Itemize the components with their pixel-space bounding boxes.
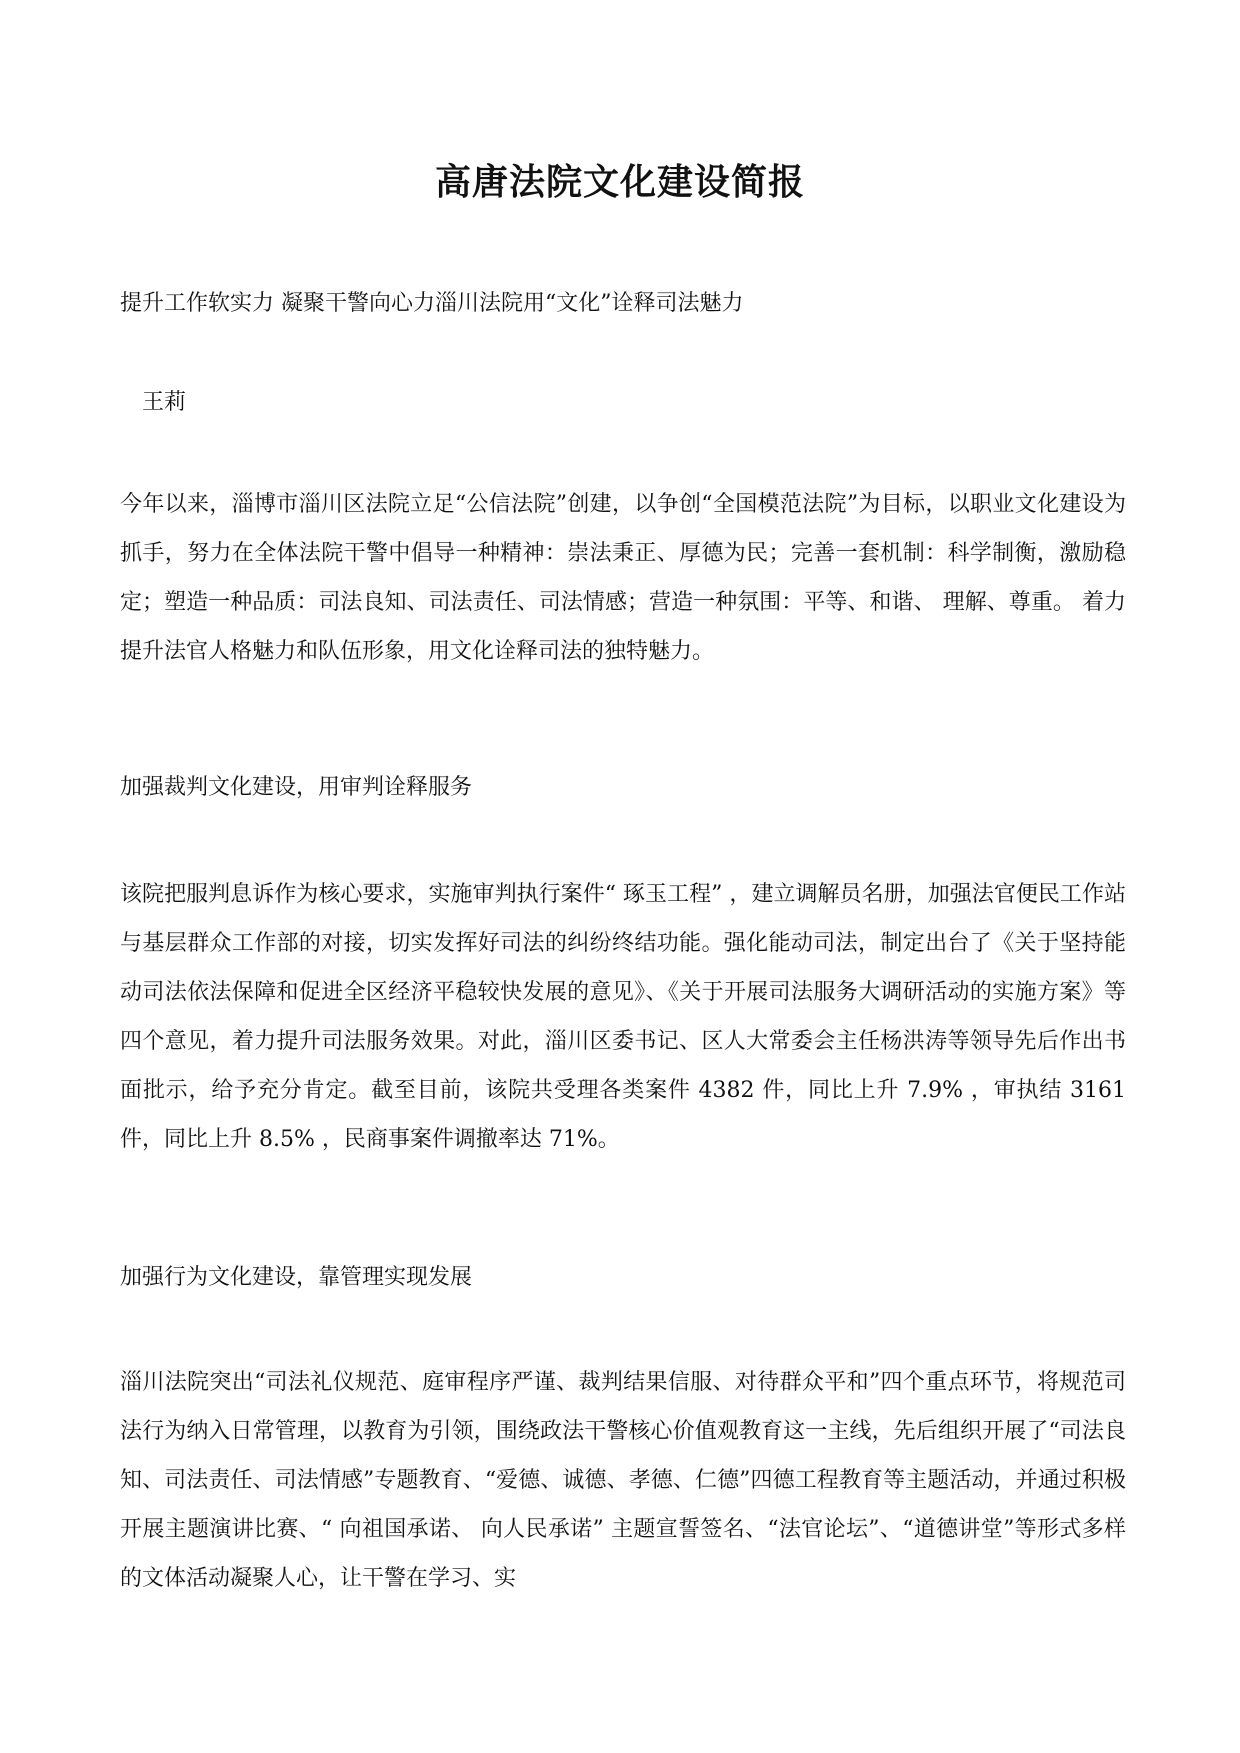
document-title: 高唐法院文化建设简报	[434, 161, 805, 203]
article-subtitle: 提升工作软实力 凝聚干警向心力淄川法院用“文化”诠释司法魅力	[120, 291, 744, 316]
section-heading-behavior-culture: 加强行为文化建设，靠管理实现发展	[120, 1265, 473, 1290]
judgment-culture-paragraph: 该院把服判息诉作为核心要求，实施审判执行案件“ 琢玉工程” ，建立调解员名册，加强法官便民工作站与基层群众工作部的对接，切实发挥好司法的纠纷终结功能。强化能动司法，制定出台了《关于坚持能动司法依法保障和促进全区经济平稳较快发展的意见》、《关于开展司法服务大调研活动的实施方案》等四个意见，着力提升司法服务效果。对此，淄川区委书记、区人大常委会主任杨洪涛等领导先后作出书面批示，给予充分肯定。截至目前，该院共受理各类案件 4382 件，同比上升 7.9% ，审执结 3161 件，同比上升 8.5% ，民商事案件调撤率达 71%。	[120, 882, 1126, 1152]
behavior-culture-paragraph: 淄川法院突出“司法礼仪规范、庭审程序严谨、裁判结果信服、对待群众平和”四个重点环节，将规范司法行为纳入日常管理，以教育为引领，围绕政法干警核心价值观教育这一主线，先后组织开展了“司法良知、司法责任、司法情感”专题教育、“爱德、诚德、孝德、仁德”四德工程教育等主题活动，并通过积极开展主题演讲比赛、“ 向祖国承诺、 向人民承诺” 主题宣誓签名、“法官论坛”、“道德讲堂”等形式多样的文体活动凝聚人心，让干警在学习、实	[120, 1370, 1126, 1591]
author-name: 王莉	[142, 390, 187, 415]
section-heading-judgment-culture: 加强裁判文化建设，用审判诠释服务	[120, 775, 473, 800]
intro-paragraph: 今年以来，淄博市淄川区法院立足“公信法院”创建，以争创“全国模范法院”为目标，以职业文化建设为抓手，努力在全体法院干警中倡导一种精神：崇法秉正、厚德为民；完善一套机制：科学制衡，激励稳定；塑造一种品质：司法良知、司法责任、司法情感；营造一种氛围：平等、和谐、 理解、尊重。 着力提升法官人格魅力和队伍形象，用文化诠释司法的独特魅力。	[120, 492, 1126, 664]
